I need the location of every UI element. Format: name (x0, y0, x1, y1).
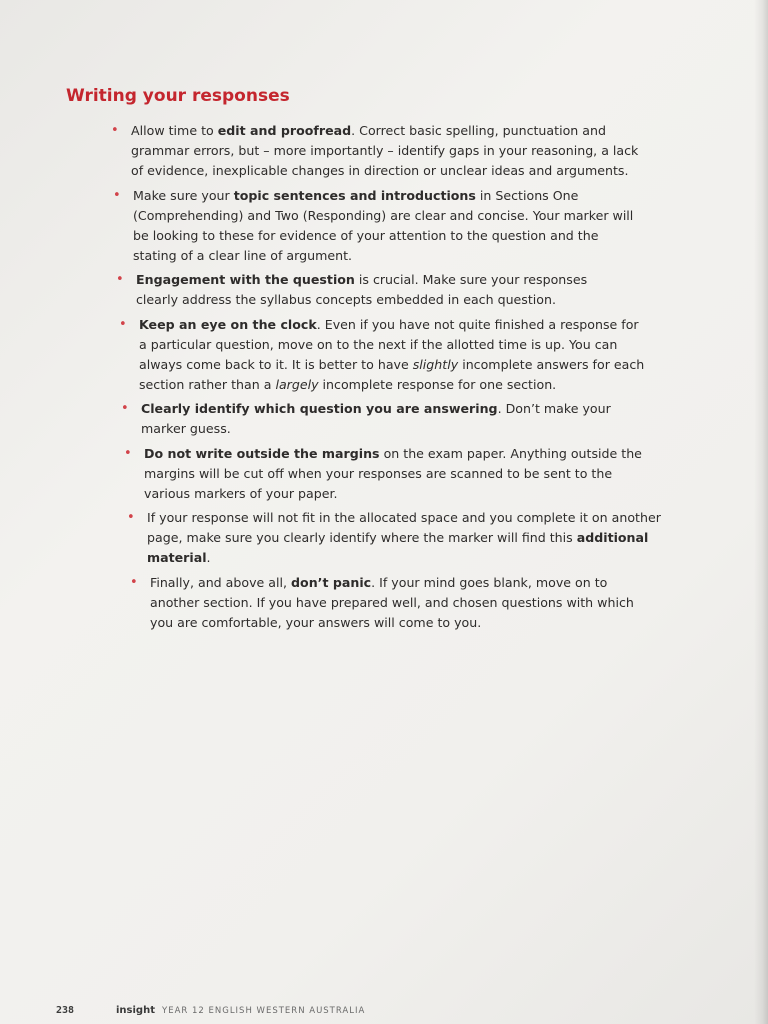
bullet-dot-icon: • (127, 510, 135, 525)
bullet-dot-icon: • (130, 574, 138, 590)
body-text: on the exam paper. Anything outside the margins will be cut off when your responses are scanned to be sent to the various markers of your paper. (144, 445, 642, 501)
tips-list (0, 121, 768, 637)
bullet-dot-icon: • (113, 187, 121, 203)
body-text: is crucial. Make sure your responses clearly address the syllabus concepts embedded in each question. (136, 272, 588, 307)
bullet-dot-icon: • (119, 316, 127, 332)
list-item (113, 186, 643, 266)
footer-series-title: YEAR 12 ENGLISH WESTERN AUSTRALIA (162, 1006, 366, 1016)
list-item (130, 573, 658, 633)
page-footer (56, 1005, 366, 1016)
body-text: . If your mind goes blank, move on to another section. If you have prepared well, and chosen questions with which you are comfortable, your answers will come to you. (150, 574, 634, 630)
emphasis-text: Keep an eye on the clock (139, 316, 317, 332)
list-item (119, 315, 649, 395)
body-text: Finally, and above all, (150, 574, 292, 590)
body-text: in Sections One (Comprehending) and Two (Responding) are clear and concise. Your marker will be looking to these for evidence of your attention to the question and the stating of a clear line of argument. (133, 187, 634, 263)
body-text: incomplete response for one section. (318, 376, 557, 392)
bullet-dot-icon: • (111, 123, 119, 138)
italic-text: largely (275, 376, 319, 392)
list-item (111, 121, 641, 181)
italic-text: slightly (412, 356, 459, 372)
body-text: If your response will not fit in the allocated space and you complete it on another page, make sure you clearly identify where the marker will find this (147, 510, 661, 545)
list-item (121, 399, 641, 439)
emphasis-text: additional material (147, 530, 649, 565)
emphasis-text: Do not write outside the margins (144, 445, 380, 461)
emphasis-text: don’t panic (291, 574, 372, 590)
section-heading: Writing your responses (66, 86, 290, 106)
body-text: . (206, 550, 211, 565)
emphasis-text: Engagement with the question (136, 272, 355, 287)
list-item (127, 508, 665, 568)
body-text: . Don’t make your marker guess. (141, 401, 611, 436)
list-item (116, 270, 628, 310)
list-item (124, 444, 662, 504)
emphasis-text: Clearly identify which question you are answering (141, 401, 498, 416)
emphasis-text: topic sentences and introductions (233, 187, 476, 203)
footer-brand: insight (116, 1005, 155, 1016)
body-text: . Even if you have not quite finished a response for a particular question, move on to the next if the allotted time is up. You can always come back to it. It is better to have (139, 316, 639, 372)
body-text: . Correct basic spelling, punctuation and grammar errors, but – more importantly – identify gaps in your reasoning, a lack of evidence, inexplicable changes in direction or unclear ideas and arguments. (131, 123, 639, 178)
bullet-dot-icon: • (121, 401, 129, 416)
body-text: incomplete answers for each section rather than a (139, 356, 645, 392)
bullet-dot-icon: • (124, 445, 132, 461)
bullet-dot-icon: • (116, 272, 124, 287)
emphasis-text: edit and proofread (217, 123, 352, 138)
body-text: Allow time to (131, 123, 218, 138)
page-number: 238 (56, 1005, 75, 1016)
body-text: Make sure your (133, 187, 234, 203)
